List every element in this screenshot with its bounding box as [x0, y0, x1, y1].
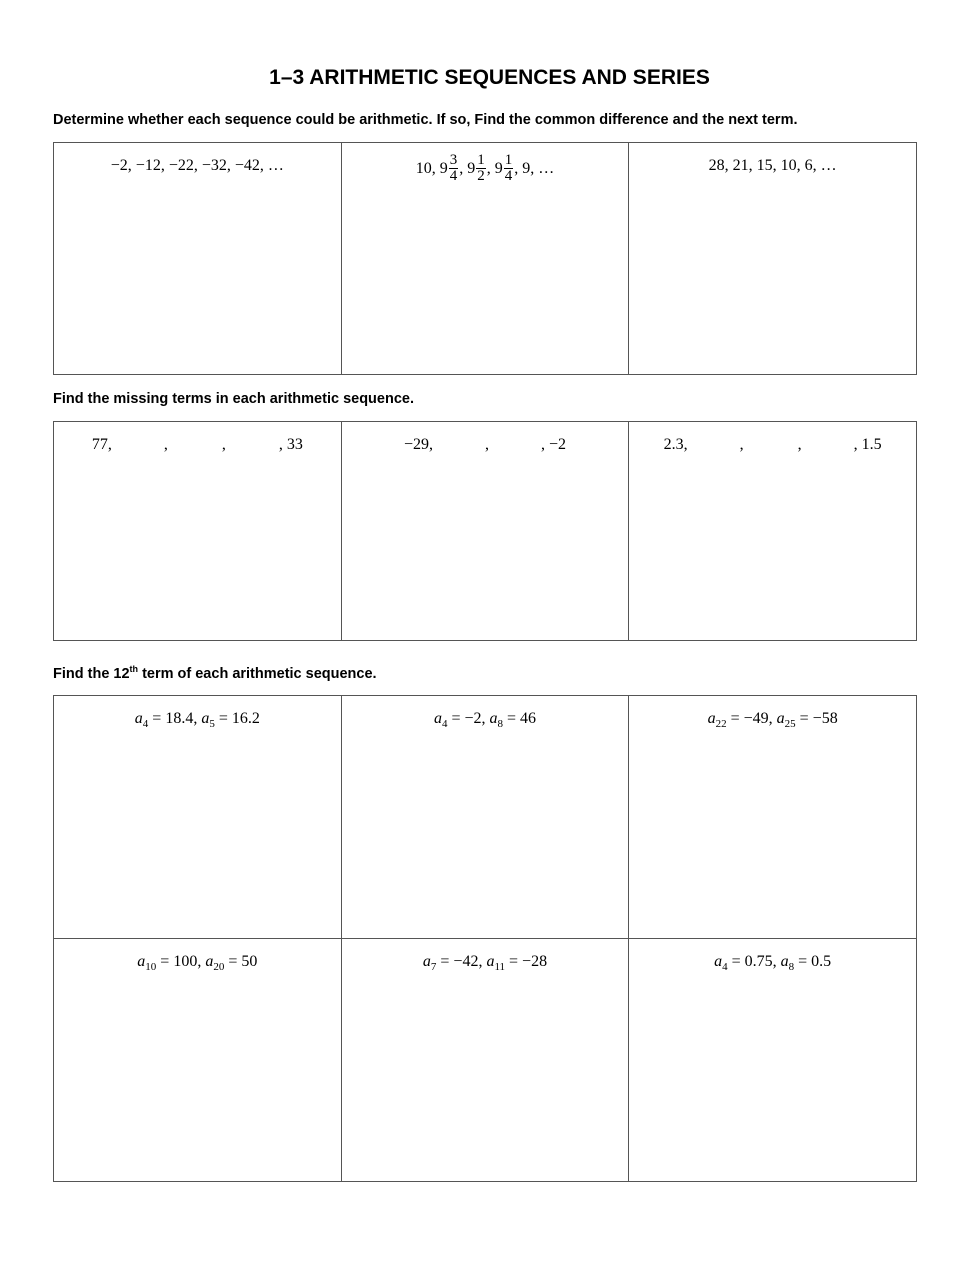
instruction-determine-arithmetic: Determine whether each sequence could be arithmetic. If so, Find the common difference and the next term.: [53, 112, 798, 128]
problem-cell-9[interactable]: [629, 696, 917, 939]
subscript: 10: [145, 961, 157, 974]
fraction: [476, 153, 486, 184]
problem-cell-1[interactable]: [54, 143, 342, 375]
equation-text: = −42,: [436, 953, 487, 970]
term-text: , −2: [540, 436, 567, 453]
equation-text: = −28: [505, 953, 548, 970]
grid-determine-arithmetic: [53, 142, 917, 375]
variable: a: [201, 710, 210, 727]
fraction-denominator: 4: [449, 168, 458, 184]
subscript: 8: [788, 961, 795, 974]
subscript: 5: [209, 718, 215, 731]
sequence-expression: 28, 21, 15, 10, 6, …: [708, 157, 837, 174]
variable: a: [486, 953, 495, 970]
term-text: 2.3,: [663, 436, 688, 453]
equation-text: = 18.4,: [148, 710, 202, 727]
equation-text: = 100,: [156, 953, 206, 970]
equation-text: = 0.75,: [727, 953, 781, 970]
term-separator: ,: [797, 436, 802, 453]
variable: a: [137, 953, 146, 970]
subscript: 25: [784, 718, 796, 731]
problem-cell-6[interactable]: [629, 422, 917, 641]
equation-text: = 50: [224, 953, 258, 970]
instruction-missing-terms: Find the missing terms in each arithmetic sequence.: [53, 391, 414, 407]
subscript: 20: [213, 961, 225, 974]
sequence-expression: [54, 436, 341, 454]
problem-cell-8[interactable]: [341, 696, 629, 939]
sequence-expression: −2, −12, −22, −32, −42, …: [110, 157, 284, 174]
instruction-superscript: th: [129, 664, 139, 675]
fraction-denominator: 4: [504, 168, 513, 184]
term-separator: ,: [221, 436, 226, 453]
problem-cell-7[interactable]: [54, 696, 342, 939]
equation-text: = 0.5: [794, 953, 832, 970]
problem-cell-11[interactable]: [341, 939, 629, 1182]
instruction-twelfth-term: [53, 666, 377, 682]
page-title: 1–3 ARITHMETIC SEQUENCES AND SERIES: [269, 66, 710, 89]
variable: a: [205, 953, 214, 970]
grid-missing-terms: [53, 421, 917, 641]
term-separator: ,: [163, 436, 168, 453]
problem-cell-10[interactable]: [54, 939, 342, 1182]
problem-cell-12[interactable]: [629, 939, 917, 1182]
variable: a: [489, 710, 498, 727]
equation-text: = 46: [502, 710, 537, 727]
subscript: 4: [441, 718, 448, 731]
problem-cell-5[interactable]: [341, 422, 629, 641]
fraction-numerator: 1: [504, 152, 513, 168]
variable: a: [776, 710, 785, 727]
term-equation: [54, 710, 341, 730]
term-separator: ,: [484, 436, 489, 453]
term-text: , 33: [278, 436, 303, 453]
equation-text: = 16.2: [214, 710, 260, 727]
equation-text: = −49,: [726, 710, 777, 727]
term-equation: [342, 953, 629, 973]
term-separator: ,: [739, 436, 744, 453]
instruction-text: Find the 12: [53, 666, 130, 682]
variable: a: [714, 953, 723, 970]
equation-text: = −58: [795, 710, 838, 727]
variable: a: [707, 710, 716, 727]
variable: a: [134, 710, 143, 727]
subscript: 8: [497, 718, 503, 731]
variable: a: [422, 953, 431, 970]
problem-cell-4[interactable]: [54, 422, 342, 641]
term-equation: [629, 710, 916, 730]
fraction: [449, 153, 459, 184]
term-text: , 9: [486, 159, 503, 177]
term-text: , 9, …: [514, 159, 555, 177]
variable: a: [433, 710, 442, 727]
equation-text: = −2,: [447, 710, 490, 727]
grid-twelfth-term: [53, 695, 917, 1182]
term-text: −29,: [403, 436, 433, 453]
variable: a: [780, 953, 789, 970]
sequence-expression: [629, 436, 916, 454]
fraction-numerator: 1: [477, 152, 485, 168]
term-equation: [342, 710, 629, 730]
term-text: , 1.5: [853, 436, 882, 453]
term-text: , 9: [459, 159, 476, 177]
sequence-expression: [416, 153, 555, 184]
subscript: 11: [494, 961, 506, 974]
instruction-text: term of each arithmetic sequence.: [138, 666, 377, 682]
term-text: 77,: [91, 436, 112, 453]
fraction: [504, 153, 514, 184]
subscript: 4: [722, 961, 728, 974]
term-text: 10, 9: [415, 159, 448, 177]
problem-cell-3[interactable]: [629, 143, 917, 375]
subscript: 22: [715, 718, 727, 731]
term-equation: [629, 953, 916, 973]
subscript: 4: [142, 718, 149, 731]
sequence-expression: [342, 436, 629, 454]
problem-cell-2[interactable]: [341, 143, 629, 375]
fraction-numerator: 3: [449, 152, 458, 168]
fraction-denominator: 2: [477, 168, 485, 184]
subscript: 7: [430, 961, 437, 974]
term-equation: [54, 953, 341, 973]
